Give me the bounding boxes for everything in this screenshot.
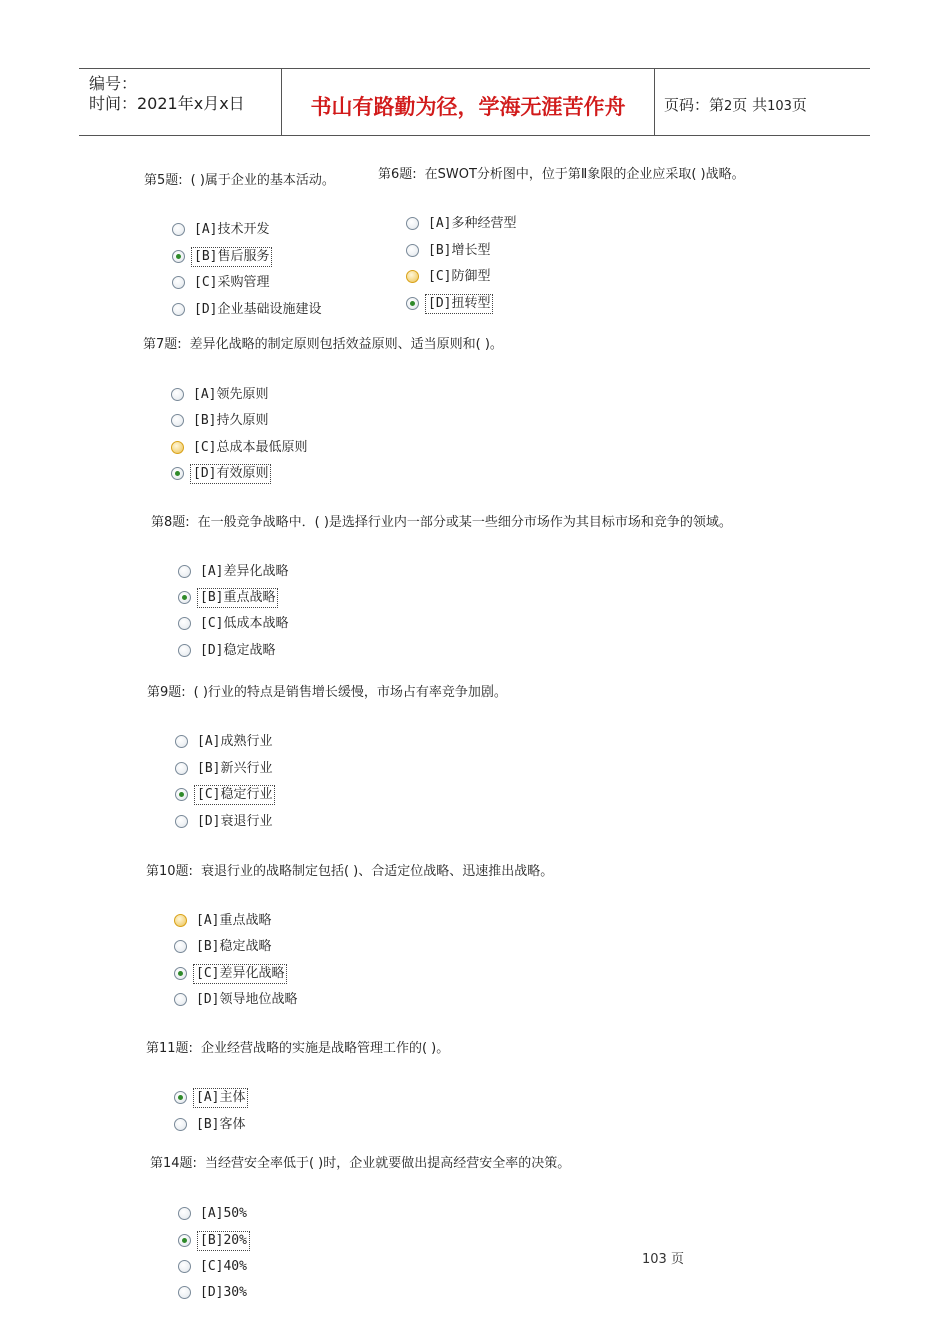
option-label: [D]扭转型 bbox=[428, 296, 491, 311]
option-label: [B]持久原则 bbox=[193, 413, 269, 428]
radio-unchecked-icon[interactable] bbox=[175, 762, 188, 775]
option-label: [D]有效原则 bbox=[193, 466, 269, 481]
option-label: [B]增长型 bbox=[428, 243, 491, 258]
question-number: 第7题: bbox=[143, 337, 182, 352]
option-label: [B]售后服务 bbox=[194, 249, 270, 264]
option-label: [C]总成本最低原则 bbox=[193, 440, 308, 455]
question-14 bbox=[150, 1152, 570, 1171]
radio-unchecked-icon[interactable] bbox=[171, 388, 184, 401]
header-motto-cell bbox=[281, 69, 655, 135]
document-number-label: 编号： bbox=[89, 74, 138, 93]
question-8 bbox=[151, 511, 732, 530]
option-label: [C]采购管理 bbox=[194, 275, 270, 290]
option-label: [C]差异化战略 bbox=[196, 966, 285, 981]
radio-checked-icon[interactable] bbox=[174, 967, 187, 980]
radio-unchecked-icon[interactable] bbox=[178, 565, 191, 578]
question-number: 第11题: bbox=[146, 1041, 193, 1056]
question-text: 差异化战略的制定原则包括效益原则、适当原则和( )。 bbox=[189, 337, 503, 352]
option-label: [A]主体 bbox=[196, 1090, 246, 1105]
option-label: [B]稳定战略 bbox=[196, 939, 272, 954]
question-6 bbox=[378, 163, 745, 182]
radio-checked-icon[interactable] bbox=[178, 1234, 191, 1247]
question-7 bbox=[143, 333, 503, 352]
radio-unchecked-icon[interactable] bbox=[178, 1207, 191, 1220]
document-header bbox=[79, 68, 870, 136]
question-text: 衰退行业的战略制定包括( )、合适定位战略、迅速推出战略。 bbox=[200, 864, 554, 879]
question-number: 第8题: bbox=[151, 515, 190, 530]
question-text: 在一般竞争战略中．( )是选择行业内一部分或某一些细分市场作为其目标市场和竞争的领域。 bbox=[197, 515, 732, 530]
page-suffix: 页 bbox=[791, 96, 807, 114]
option-label: [C]稳定行业 bbox=[197, 787, 273, 802]
option-label: [B]20% bbox=[200, 1233, 247, 1248]
radio-checked-icon[interactable] bbox=[171, 467, 184, 480]
footer-page-count: 103 页 bbox=[642, 1252, 684, 1267]
radio-unchecked-icon[interactable] bbox=[174, 993, 187, 1006]
option-label: [A]领先原则 bbox=[193, 387, 269, 402]
question-text: ( )行业的特点是销售增长缓慢，市场占有率竞争加剧。 bbox=[193, 685, 507, 700]
radio-checked-icon[interactable] bbox=[406, 297, 419, 310]
radio-unchecked-icon[interactable] bbox=[171, 414, 184, 427]
question-11 bbox=[146, 1037, 449, 1056]
radio-checked-icon[interactable] bbox=[175, 788, 188, 801]
option-label: [D]稳定战略 bbox=[200, 643, 276, 658]
option-label: [A]差异化战略 bbox=[200, 564, 289, 579]
radio-unchecked-icon[interactable] bbox=[178, 1286, 191, 1299]
option-label: [D]领导地位战略 bbox=[196, 992, 298, 1007]
option-label: [A]成熟行业 bbox=[197, 734, 273, 749]
radio-checked-icon[interactable] bbox=[178, 591, 191, 604]
option-label: [D]30% bbox=[200, 1285, 247, 1300]
radio-unchecked-icon[interactable] bbox=[174, 940, 187, 953]
radio-hover-icon[interactable] bbox=[174, 914, 187, 927]
option-label: [B]新兴行业 bbox=[197, 761, 273, 776]
radio-checked-icon[interactable] bbox=[172, 250, 185, 263]
option-label: [A]50% bbox=[200, 1206, 247, 1221]
radio-unchecked-icon[interactable] bbox=[174, 1118, 187, 1131]
question-5 bbox=[144, 169, 335, 188]
question-number: 第6题: bbox=[378, 167, 417, 182]
option-label: [D]企业基础设施建设 bbox=[194, 302, 322, 317]
option-label: [B]客体 bbox=[196, 1117, 246, 1132]
radio-unchecked-icon[interactable] bbox=[178, 644, 191, 657]
radio-unchecked-icon[interactable] bbox=[172, 223, 185, 236]
option-label: [A]重点战略 bbox=[196, 913, 272, 928]
question-text: 企业经营战略的实施是战略管理工作的( )。 bbox=[200, 1041, 450, 1056]
radio-checked-icon[interactable] bbox=[174, 1091, 187, 1104]
header-page-cell bbox=[654, 69, 870, 135]
question-9 bbox=[147, 681, 507, 700]
header-info-cell bbox=[79, 69, 281, 135]
radio-hover-icon[interactable] bbox=[406, 270, 419, 283]
question-number: 第10题: bbox=[146, 864, 193, 879]
document-time-label: 时间：2021年x月x日 bbox=[89, 94, 245, 113]
option-label: [B]重点战略 bbox=[200, 590, 276, 605]
header-motto: 书山有路勤为径，学海无涯苦作舟 bbox=[310, 94, 626, 119]
page-indicator bbox=[664, 94, 807, 115]
page-middle: 页 共 bbox=[732, 96, 768, 114]
question-10 bbox=[146, 860, 553, 879]
radio-unchecked-icon[interactable] bbox=[172, 303, 185, 316]
option-label: [C]低成本战略 bbox=[200, 616, 289, 631]
radio-unchecked-icon[interactable] bbox=[178, 1260, 191, 1273]
option-label: [C]40% bbox=[200, 1259, 247, 1274]
option-label: [A]多种经营型 bbox=[428, 216, 517, 231]
radio-unchecked-icon[interactable] bbox=[175, 815, 188, 828]
question-number: 第14题: bbox=[150, 1156, 197, 1171]
radio-unchecked-icon[interactable] bbox=[178, 617, 191, 630]
radio-unchecked-icon[interactable] bbox=[175, 735, 188, 748]
page-current: 2 bbox=[724, 99, 733, 114]
question-number: 第9题: bbox=[147, 685, 186, 700]
radio-hover-icon[interactable] bbox=[171, 441, 184, 454]
option-label: [D]衰退行业 bbox=[197, 814, 273, 829]
radio-unchecked-icon[interactable] bbox=[406, 217, 419, 230]
radio-unchecked-icon[interactable] bbox=[406, 244, 419, 257]
page-prefix: 页码：第 bbox=[664, 96, 725, 114]
page-total: 103 bbox=[767, 99, 792, 114]
option-label: [A]技术开发 bbox=[194, 222, 270, 237]
radio-unchecked-icon[interactable] bbox=[172, 276, 185, 289]
question-text: ( )属于企业的基本活动。 bbox=[190, 173, 335, 188]
question-text: 当经营安全率低于( )时，企业就要做出提高经营安全率的决策。 bbox=[204, 1156, 571, 1171]
option-label: [C]防御型 bbox=[428, 269, 491, 284]
question-text: 在SWOT分析图中，位于第Ⅱ象限的企业应采取( )战略。 bbox=[424, 167, 745, 182]
question-number: 第5题: bbox=[144, 173, 183, 188]
